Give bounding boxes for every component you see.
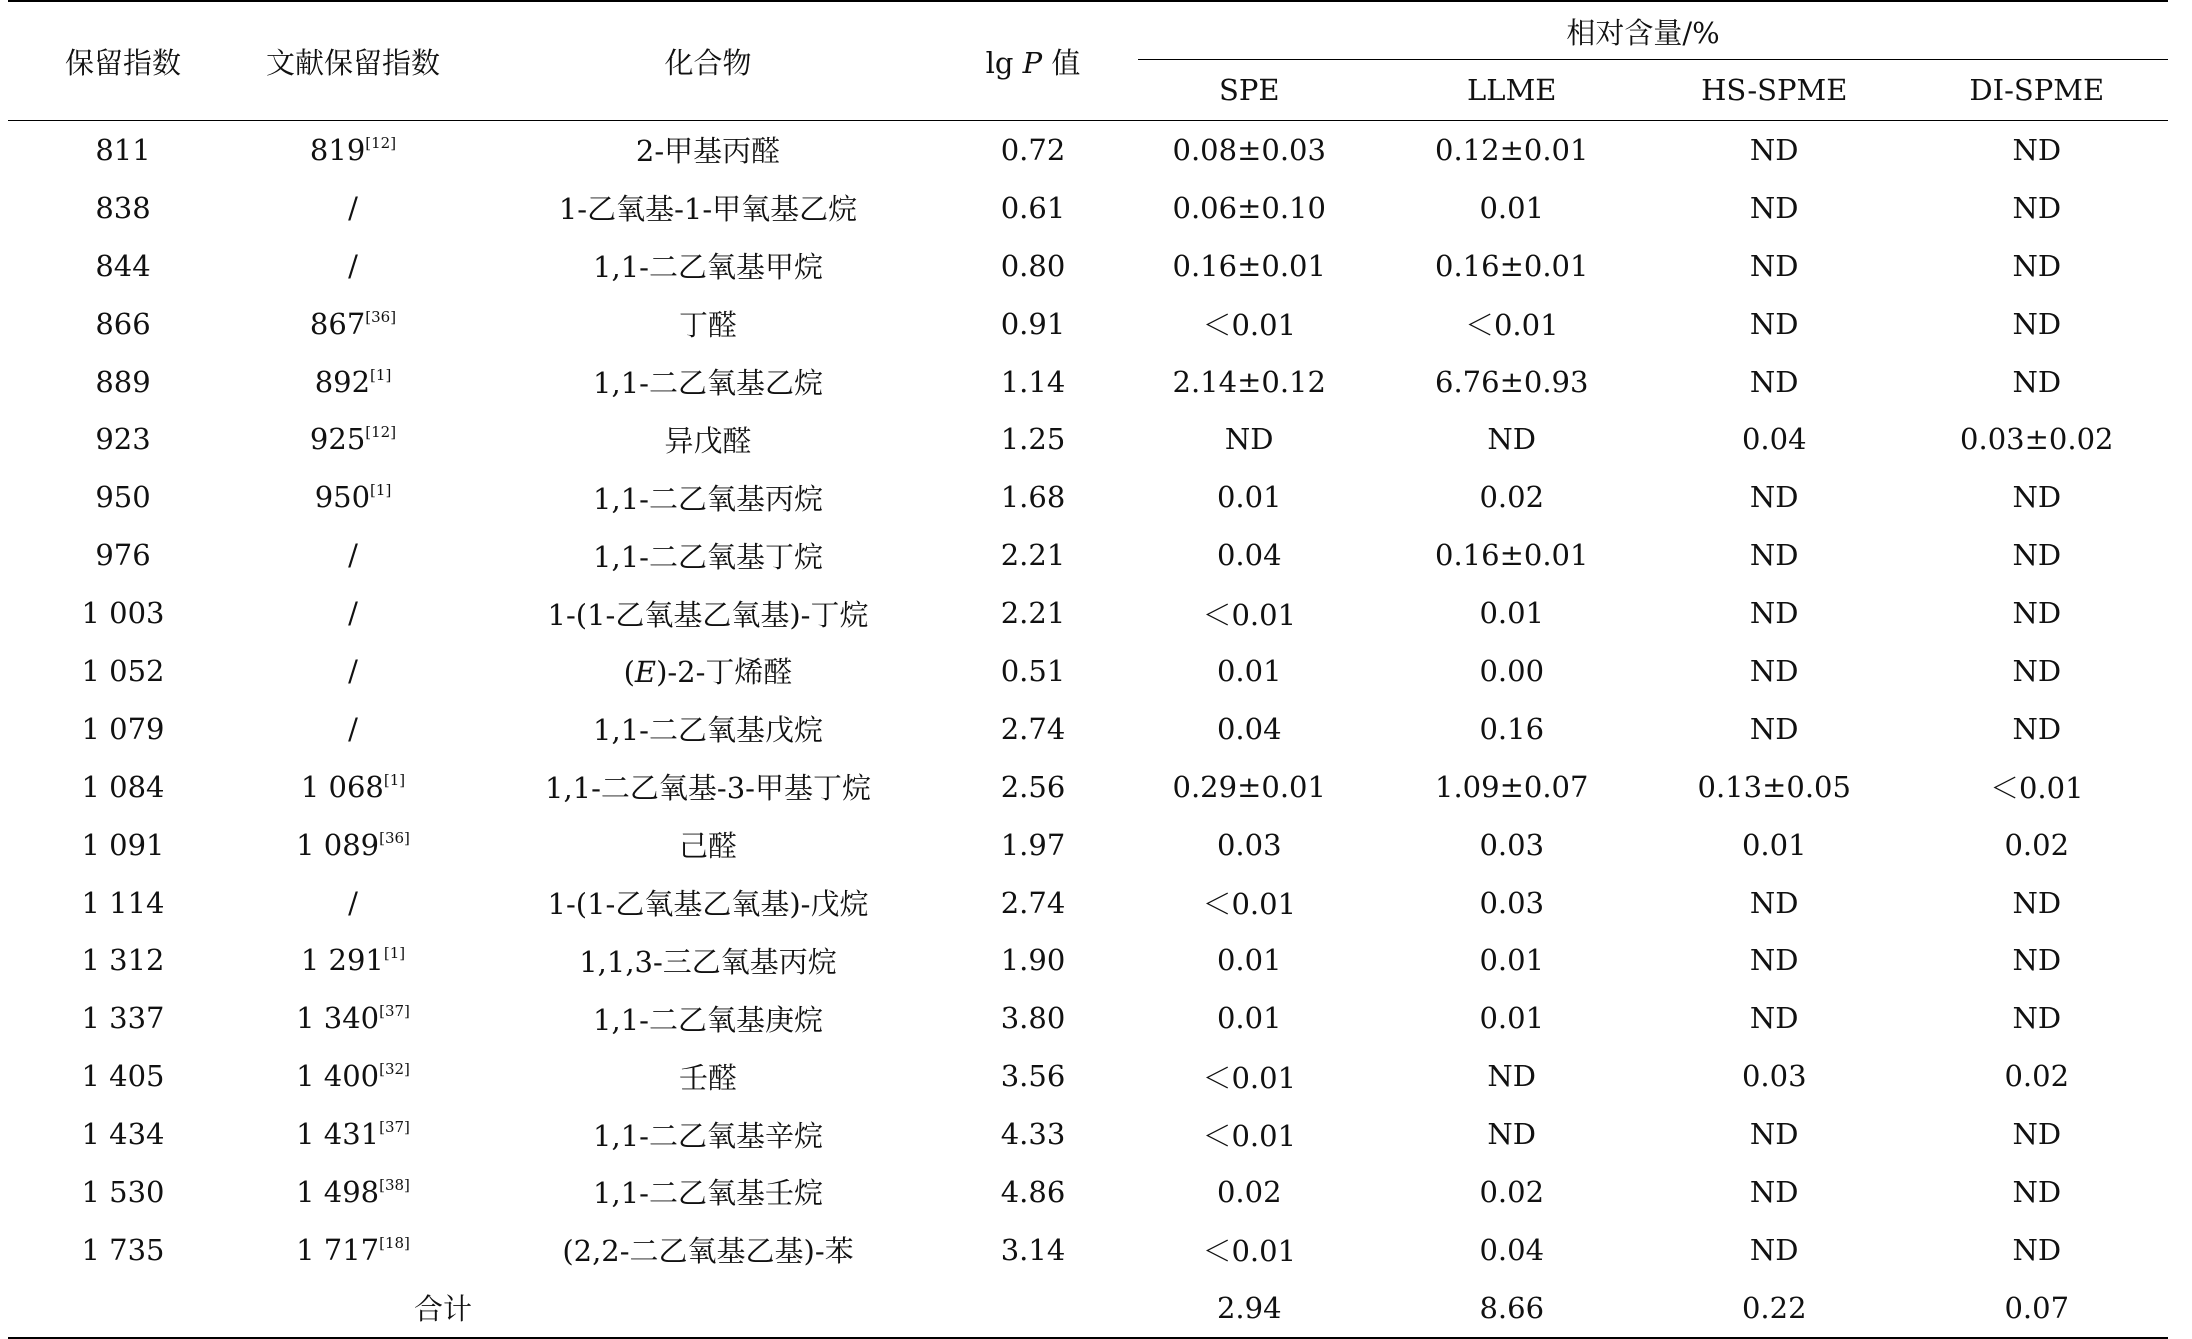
total-row	[8, 1279, 2168, 1338]
literature-ri-value: 950	[314, 480, 371, 515]
cell-spe: 0.01	[1216, 943, 1282, 978]
cell-di-spme: ND	[2012, 1001, 2062, 1036]
cell-retention-index: 1 079	[81, 711, 165, 746]
header-method-hs-spme: HS-SPME	[1643, 60, 1906, 121]
cell-lgp: 4.86	[1000, 1174, 1066, 1209]
cell-di-spme: ND	[2012, 1232, 2062, 1267]
cell-di-spme: 0.02	[2004, 827, 2070, 862]
cell-literature-retention-index	[238, 526, 468, 584]
reference-citation: [1]	[370, 481, 392, 500]
cell-spe: 0.04	[1216, 711, 1282, 746]
cell-compound: 1,1-二乙氧基辛烷	[593, 1118, 823, 1153]
compound-prefix: (	[623, 655, 635, 690]
cell-compound: 1-乙氧基-1-甲氧基乙烷	[558, 192, 858, 227]
cell-spe: 0.16±0.01	[1172, 248, 1326, 283]
cell-llme: 0.04	[1479, 1232, 1545, 1267]
reference-citation: [37]	[379, 1002, 410, 1021]
cell-retention-index: 1 114	[81, 885, 165, 920]
table-header	[8, 1, 2168, 121]
cell-hs-spme: 0.03	[1741, 1059, 1807, 1094]
cell-compound: 己醛	[678, 829, 737, 864]
reference-citation: [12]	[365, 133, 397, 152]
cell-hs-spme: ND	[1749, 190, 1799, 225]
cell-llme: ND	[1487, 1059, 1537, 1094]
cell-lgp: 1.68	[1000, 480, 1066, 515]
cell-llme: 0.03	[1479, 827, 1545, 862]
cell-compound	[468, 642, 948, 700]
literature-ri-value: 1 068	[300, 769, 384, 804]
cell-hs-spme: ND	[1749, 364, 1799, 399]
cell-hs-spme: ND	[1749, 1232, 1799, 1267]
cell-llme: 0.01	[1479, 190, 1545, 225]
cell-compound: 1,1-二乙氧基壬烷	[593, 1176, 823, 1211]
literature-ri-value: 925	[309, 422, 366, 457]
cell-hs-spme: ND	[1749, 596, 1799, 631]
literature-ri-value: 1 717	[296, 1232, 380, 1267]
cell-spe: 0.29±0.01	[1172, 769, 1326, 804]
cell-compound: (2,2-二乙氧基乙基)-苯	[562, 1234, 854, 1269]
group-divider	[1138, 59, 2168, 60]
reference-citation: [12]	[365, 423, 397, 442]
cell-hs-spme: ND	[1749, 132, 1799, 167]
total-llme: 8.66	[1381, 1279, 1644, 1338]
table-row	[8, 1105, 2168, 1163]
cell-di-spme: ＜0.01	[1989, 771, 2084, 806]
cell-retention-index: 811	[95, 132, 151, 167]
cell-di-spme: ND	[2012, 132, 2062, 167]
reference-citation: [36]	[365, 307, 397, 326]
cell-di-spme: ND	[2012, 190, 2062, 225]
cell-retention-index: 1 084	[81, 769, 165, 804]
cell-retention-index: 838	[95, 190, 151, 225]
table-row	[8, 121, 2168, 179]
table-row	[8, 179, 2168, 237]
header-method-llme: LLME	[1381, 60, 1644, 121]
header-method-di-spme: DI-SPME	[1906, 60, 2169, 121]
cell-literature-retention-index	[238, 931, 468, 989]
cell-spe: ＜0.01	[1202, 1118, 1297, 1153]
cell-retention-index: 889	[95, 364, 151, 399]
cell-spe: 0.01	[1216, 1001, 1282, 1036]
cell-hs-spme: ND	[1749, 1117, 1799, 1152]
cell-literature-retention-index	[238, 1163, 468, 1221]
cell-retention-index: 1 735	[81, 1232, 165, 1267]
table-row	[8, 874, 2168, 932]
cell-compound: 丁醛	[678, 308, 737, 343]
cell-retention-index: 1 530	[81, 1174, 165, 1209]
header-relative-content-label: 相对含量/%	[1566, 15, 1720, 50]
cell-hs-spme: 0.04	[1741, 422, 1807, 457]
cell-spe: ＜0.01	[1202, 887, 1297, 922]
cell-retention-index: 1 434	[81, 1117, 165, 1152]
literature-ri-value: /	[348, 711, 358, 746]
cell-llme: ＜0.01	[1464, 308, 1559, 343]
cell-hs-spme: ND	[1749, 306, 1799, 341]
cell-di-spme: ND	[2012, 885, 2062, 920]
cell-hs-spme: ND	[1749, 943, 1799, 978]
cell-hs-spme: ND	[1749, 480, 1799, 515]
cell-lgp: 3.14	[1000, 1232, 1066, 1267]
literature-ri-value: /	[348, 653, 358, 688]
header-compound: 化合物	[468, 1, 948, 121]
header-lgp-prefix: lg	[985, 45, 1023, 80]
table-row	[8, 295, 2168, 353]
cell-hs-spme: ND	[1749, 653, 1799, 688]
cell-spe: 0.04	[1216, 538, 1282, 573]
table-row	[8, 1221, 2168, 1279]
cell-literature-retention-index	[238, 989, 468, 1047]
cell-lgp: 2.56	[1000, 769, 1066, 804]
total-di-spme: 0.07	[1906, 1279, 2169, 1338]
cell-llme: 0.01	[1479, 596, 1545, 631]
table-row	[8, 642, 2168, 700]
literature-ri-value: 1 498	[296, 1174, 380, 1209]
cell-di-spme: ND	[2012, 943, 2062, 978]
literature-ri-value: 1 291	[300, 943, 384, 978]
cell-spe: 0.01	[1216, 480, 1282, 515]
cell-llme: 0.16	[1479, 711, 1545, 746]
literature-ri-value: 867	[309, 306, 366, 341]
cell-compound: 1,1-二乙氧基-3-甲基丁烷	[545, 771, 871, 806]
cell-compound: 1,1-二乙氧基戊烷	[593, 713, 823, 748]
cell-hs-spme: ND	[1749, 711, 1799, 746]
cell-lgp: 1.14	[1000, 364, 1066, 399]
cell-literature-retention-index	[238, 121, 468, 179]
table-body	[8, 121, 2168, 1338]
cell-spe: ＜0.01	[1202, 1060, 1297, 1095]
cell-compound: 异戊醛	[664, 423, 752, 458]
table-row	[8, 468, 2168, 526]
cell-llme: 6.76±0.93	[1435, 364, 1589, 399]
cell-lgp: 2.74	[1000, 885, 1066, 920]
cell-literature-retention-index	[238, 584, 468, 642]
cell-literature-retention-index	[238, 1221, 468, 1279]
cell-retention-index: 1 091	[81, 827, 165, 862]
table-row	[8, 816, 2168, 874]
cell-hs-spme: ND	[1749, 885, 1799, 920]
reference-citation: [37]	[379, 1118, 410, 1137]
cell-literature-retention-index	[238, 410, 468, 468]
reference-citation: [38]	[379, 1175, 410, 1194]
total-hs-spme: 0.22	[1643, 1279, 1906, 1338]
cell-di-spme: ND	[2012, 653, 2062, 688]
cell-lgp: 2.21	[1000, 596, 1066, 631]
cell-hs-spme: ND	[1749, 1174, 1799, 1209]
cell-literature-retention-index	[238, 468, 468, 526]
reference-citation: [1]	[383, 944, 406, 963]
table-row	[8, 700, 2168, 758]
cell-di-spme: ND	[2012, 480, 2062, 515]
header-relative-content-group	[1118, 1, 2168, 60]
data-table	[8, 0, 2168, 1339]
cell-llme: 0.02	[1479, 1174, 1545, 1209]
cell-lgp: 0.61	[1000, 190, 1066, 225]
cell-hs-spme: 0.13±0.05	[1697, 769, 1851, 804]
cell-lgp: 1.97	[1000, 827, 1066, 862]
cell-lgp: 0.91	[1000, 306, 1066, 341]
cell-literature-retention-index	[238, 1105, 468, 1163]
table-row	[8, 758, 2168, 816]
cell-hs-spme: ND	[1749, 538, 1799, 573]
cell-hs-spme: ND	[1749, 1001, 1799, 1036]
cell-di-spme: ND	[2012, 248, 2062, 283]
cell-llme: 0.01	[1479, 943, 1545, 978]
cell-retention-index: 844	[95, 248, 151, 283]
table-row	[8, 1047, 2168, 1105]
reference-citation: [1]	[370, 365, 392, 384]
cell-literature-retention-index	[238, 700, 468, 758]
cell-retention-index: 923	[95, 422, 151, 457]
header-literature-retention-index: 文献保留指数	[238, 1, 468, 121]
cell-lgp: 1.25	[1000, 422, 1066, 457]
table-row	[8, 584, 2168, 642]
cell-spe: 2.14±0.12	[1172, 364, 1326, 399]
cell-di-spme: ND	[2012, 306, 2062, 341]
cell-lgp: 1.90	[1000, 943, 1066, 978]
literature-ri-value: /	[348, 538, 358, 573]
cell-spe: 0.08±0.03	[1172, 132, 1326, 167]
cell-llme: 0.01	[1479, 1001, 1545, 1036]
cell-compound: 1,1-二乙氧基乙烷	[593, 366, 823, 400]
cell-hs-spme: 0.01	[1741, 827, 1807, 862]
literature-ri-value: /	[348, 248, 358, 283]
cell-llme: 1.09±0.07	[1435, 769, 1589, 804]
literature-ri-value: 1 089	[296, 827, 380, 862]
literature-ri-value: 1 431	[296, 1117, 380, 1152]
cell-llme: 0.00	[1479, 653, 1545, 688]
cell-di-spme: ND	[2012, 538, 2062, 573]
cell-lgp: 3.56	[1000, 1059, 1066, 1094]
table-row	[8, 931, 2168, 989]
compound-suffix: )-2-丁烯醛	[656, 655, 793, 690]
cell-llme: 0.03	[1479, 885, 1545, 920]
cell-spe: 0.03	[1216, 827, 1282, 862]
header-lgp-var: P	[1022, 45, 1043, 80]
cell-lgp: 0.51	[1000, 653, 1066, 688]
cell-llme: 0.02	[1479, 480, 1545, 515]
cell-di-spme: ND	[2012, 596, 2062, 631]
cell-spe: 0.06±0.10	[1172, 190, 1326, 225]
compound-stereo-descriptor: E	[634, 655, 657, 690]
cell-compound: 1,1,3-三乙氧基丙烷	[579, 944, 837, 979]
cell-di-spme: 0.02	[2004, 1059, 2070, 1094]
cell-llme: 0.12±0.01	[1435, 132, 1589, 167]
table-row	[8, 526, 2168, 584]
cell-lgp: 2.74	[1000, 711, 1066, 746]
literature-ri-value: 1 340	[296, 1001, 380, 1036]
cell-compound: 1,1-二乙氧基庚烷	[593, 1002, 823, 1037]
cell-retention-index: 1 052	[81, 653, 165, 688]
cell-spe: ND	[1224, 422, 1274, 457]
cell-literature-retention-index	[238, 642, 468, 700]
cell-di-spme: 0.03±0.02	[1960, 422, 2114, 457]
cell-literature-retention-index	[238, 1047, 468, 1105]
literature-ri-value: /	[348, 596, 358, 631]
cell-di-spme: ND	[2012, 1174, 2062, 1209]
cell-di-spme: ND	[2012, 364, 2062, 399]
cell-lgp: 0.80	[1000, 248, 1066, 283]
cell-literature-retention-index	[238, 295, 468, 353]
reference-citation: [1]	[383, 770, 406, 789]
cell-retention-index: 1 003	[81, 596, 165, 631]
cell-spe: 0.01	[1216, 653, 1282, 688]
cell-llme: ND	[1487, 422, 1537, 457]
cell-spe: ＜0.01	[1202, 308, 1297, 343]
cell-spe: ＜0.01	[1202, 597, 1297, 632]
cell-retention-index: 866	[95, 306, 151, 341]
literature-ri-value: 1 400	[296, 1059, 380, 1094]
cell-hs-spme: ND	[1749, 248, 1799, 283]
cell-compound: 1-(1-乙氧基乙氧基)-戊烷	[547, 887, 869, 922]
cell-compound: 2-甲基丙醛	[635, 134, 781, 169]
cell-di-spme: ND	[2012, 711, 2062, 746]
literature-ri-value: /	[348, 190, 358, 225]
cell-spe: ＜0.01	[1202, 1234, 1297, 1269]
cell-retention-index: 976	[95, 538, 151, 573]
cell-compound: 1,1-二乙氧基丙烷	[593, 481, 823, 516]
literature-ri-value: 892	[314, 364, 371, 399]
cell-retention-index: 1 405	[81, 1059, 165, 1094]
header-retention-index: 保留指数	[8, 1, 238, 121]
cell-lgp: 4.33	[1000, 1117, 1066, 1152]
reference-citation: [18]	[379, 1233, 410, 1252]
cell-llme: ND	[1487, 1117, 1537, 1152]
cell-retention-index: 950	[95, 480, 151, 515]
reference-citation: [36]	[379, 828, 410, 847]
header-lgp	[948, 1, 1118, 121]
cell-literature-retention-index	[238, 353, 468, 411]
table-row	[8, 353, 2168, 411]
cell-lgp: 2.21	[1000, 538, 1066, 573]
total-label: 合计	[8, 1279, 1118, 1338]
cell-compound: 1-(1-乙氧基乙氧基)-丁烷	[547, 597, 869, 632]
literature-ri-value: 819	[309, 132, 366, 167]
cell-compound: 1,1-二乙氧基甲烷	[593, 250, 823, 285]
reference-citation: [32]	[379, 1060, 410, 1079]
cell-lgp: 0.72	[1000, 132, 1066, 167]
table-row	[8, 410, 2168, 468]
literature-ri-value: /	[348, 885, 358, 920]
cell-literature-retention-index	[238, 816, 468, 874]
cell-literature-retention-index	[238, 179, 468, 237]
cell-llme: 0.16±0.01	[1435, 538, 1589, 573]
total-spe: 2.94	[1118, 1279, 1381, 1338]
cell-literature-retention-index	[238, 758, 468, 816]
header-method-spe: SPE	[1118, 60, 1381, 121]
cell-compound: 壬醛	[678, 1060, 737, 1095]
cell-literature-retention-index	[238, 874, 468, 932]
cell-llme: 0.16±0.01	[1435, 248, 1589, 283]
cell-retention-index: 1 337	[81, 1001, 165, 1036]
cell-di-spme: ND	[2012, 1117, 2062, 1152]
cell-spe: 0.02	[1216, 1174, 1282, 1209]
table-row	[8, 237, 2168, 295]
table-row	[8, 1163, 2168, 1221]
cell-retention-index: 1 312	[81, 943, 165, 978]
header-lgp-suffix: 值	[1042, 45, 1081, 80]
cell-lgp: 3.80	[1000, 1001, 1066, 1036]
table-row	[8, 989, 2168, 1047]
cell-literature-retention-index	[238, 237, 468, 295]
cell-compound: 1,1-二乙氧基丁烷	[593, 539, 823, 574]
